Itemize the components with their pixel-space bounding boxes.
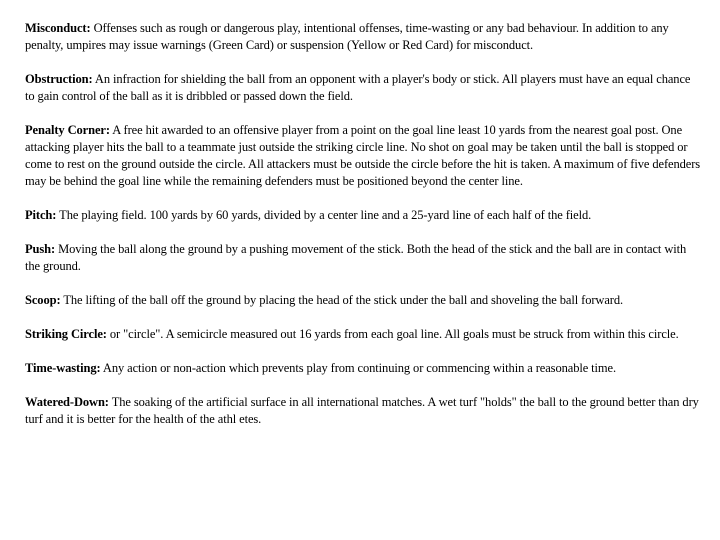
glossary-entry-pitch — [25, 207, 701, 224]
glossary-definition: Moving the ball along the ground by a pushing movement of the stick. Both the head of the stick and the ball are in contact with the ground. — [25, 242, 687, 273]
glossary-term: Scoop: — [25, 293, 61, 307]
glossary-term: Penalty Corner: — [25, 123, 110, 137]
glossary-definition: The playing field. 100 yards by 60 yards, divided by a center line and a 25-yard line of each half of the field. — [59, 208, 592, 222]
glossary-entry-time-wasting — [25, 360, 701, 377]
glossary-definition: Offenses such as rough or dangerous play, intentional offenses, time-wasting or any bad behaviour. In addition to any penalty, umpires may issue warnings (Green Card) or suspension (Yellow or Red Card) for misconduct. — [25, 21, 669, 52]
glossary-entry-striking-circle — [25, 326, 701, 343]
glossary-term: Push: — [25, 242, 56, 256]
glossary-definition: An infraction for shielding the ball from an opponent with a player's body or stick. All players must have an equal chance to gain control of the ball as it is dribbled or passed down the field. — [25, 72, 691, 103]
glossary-definition: or "circle". A semicircle measured out 16 yards from each goal line. All goals must be struck from within this circle. — [109, 327, 679, 341]
glossary-entry-push — [25, 241, 701, 275]
glossary-entry-misconduct — [25, 20, 701, 54]
glossary-entry-scoop — [25, 292, 701, 309]
glossary-term: Watered-Down: — [25, 395, 109, 409]
glossary-term: Striking Circle: — [25, 327, 107, 341]
glossary-definition: The soaking of the artificial surface in all international matches. A wet turf "holds" the ball to the ground better than dry turf and it is better for the health of the athl etes. — [25, 395, 699, 426]
glossary-term: Misconduct: — [25, 21, 91, 35]
glossary-term: Time-wasting: — [25, 361, 101, 375]
glossary-entry-watered-down — [25, 394, 701, 428]
glossary-term: Obstruction: — [25, 72, 93, 86]
glossary-term: Pitch: — [25, 208, 57, 222]
glossary-definition: A free hit awarded to an offensive player from a point on the goal line least 10 yards from the nearest goal post. One attacking player hits the ball to a teammate just outside the striking circle line. No shot on goal may be taken until the ball is stopped or come to rest on the ground outside the circle. All attackers must be outside the circle before the hit is taken. A maximum of five defenders may be behind the goal line while the remaining defenders must be positioned beyond the center line. — [25, 123, 701, 188]
glossary-entry-obstruction — [25, 71, 701, 105]
glossary-definition: Any action or non-action which prevents play from continuing or commencing within a reasonable time. — [102, 361, 617, 375]
glossary-definition: The lifting of the ball off the ground by placing the head of the stick under the ball and shoveling the ball forward. — [63, 293, 624, 307]
glossary-list — [25, 20, 701, 445]
glossary-entry-penalty-corner — [25, 122, 701, 190]
